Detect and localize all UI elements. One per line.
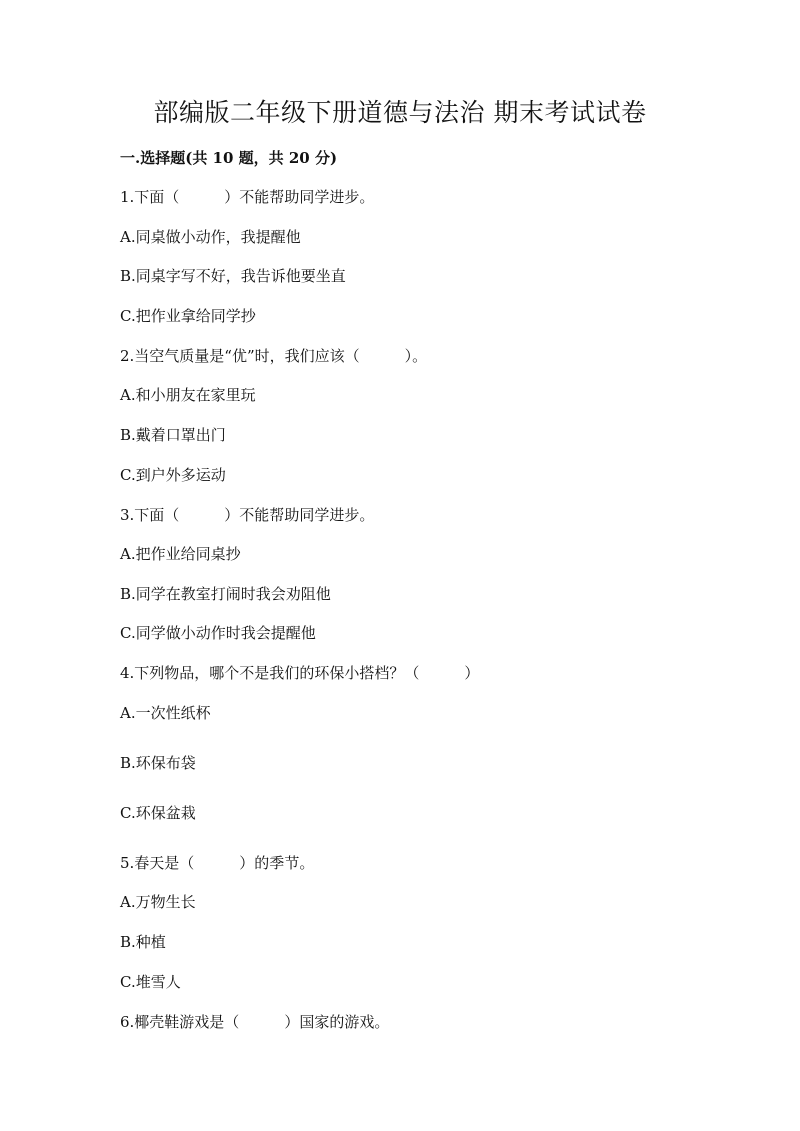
question-option: C.把作业拿给同学抄 [120, 307, 256, 325]
question-stem: 6.椰壳鞋游戏是（ ）国家的游戏。 [120, 1013, 390, 1031]
question-stem: 5.春天是（ ）的季节。 [120, 854, 315, 872]
question-stem: 2.当空气质量是“优”时，我们应该（ ）。 [120, 347, 428, 365]
question-option: C.堆雪人 [120, 973, 181, 991]
question-option: B.环保布袋 [120, 754, 196, 772]
question-option: B.种植 [120, 933, 166, 951]
question-option: B.同学在教室打闹时我会劝阻他 [120, 585, 331, 603]
question-option: C.到户外多运动 [120, 466, 226, 484]
question-stem: 4.下列物品，哪个不是我们的环保小搭档？（ ） [120, 664, 480, 682]
question-option: A.万物生长 [120, 893, 196, 911]
question-stem: 1.下面（ ）不能帮助同学进步。 [120, 188, 375, 206]
page-title: 部编版二年级下册道德与法治 期末考试试卷 [153, 98, 647, 127]
question-option: A.和小朋友在家里玩 [120, 386, 256, 404]
question-option: B.戴着口罩出门 [120, 426, 226, 444]
question-stem: 3.下面（ ）不能帮助同学进步。 [120, 506, 375, 524]
section-header: 一.选择题(共 10 题，共 20 分) [120, 149, 338, 167]
question-option: A.同桌做小动作，我提醒他 [120, 228, 301, 246]
question-option: C.环保盆栽 [120, 804, 196, 822]
question-option: B.同桌字写不好，我告诉他要坐直 [120, 267, 346, 285]
question-option: C.同学做小动作时我会提醒他 [120, 624, 316, 642]
question-option: A.一次性纸杯 [120, 704, 211, 722]
question-option: A.把作业给同桌抄 [120, 545, 241, 563]
